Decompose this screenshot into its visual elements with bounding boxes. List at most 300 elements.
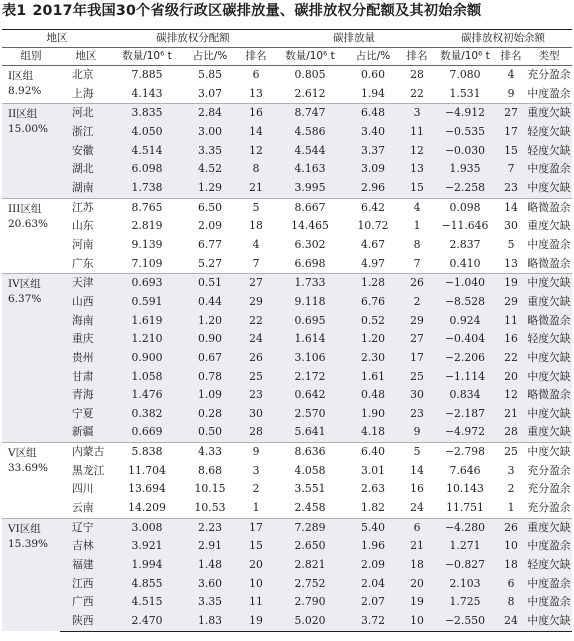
cell-alloc-qty: 4.855 [112, 575, 182, 594]
cell-emis-rank: 2 [400, 293, 434, 312]
cell-region: 山东 [72, 219, 94, 233]
table-row [2, 104, 572, 123]
cell-bal-qty: 10.143 [446, 482, 484, 496]
cell-bal-type: 略微盈余 [527, 256, 571, 270]
group-cell [2, 66, 60, 104]
cell-emis-pct: 2.63 [360, 482, 386, 496]
cell-emis-qty: 2.790 [274, 593, 346, 612]
cell-region: 湖南 [60, 179, 112, 198]
cell-emis-qty: 0.805 [294, 68, 326, 81]
cell-alloc-qty: 2.470 [112, 612, 182, 631]
header-alloc-pct: 占比/% [182, 48, 238, 66]
cell-emis-pct: 5.40 [346, 518, 400, 537]
cell-region: 浙江 [60, 123, 112, 142]
table-row [2, 462, 572, 481]
cell-bal-type: 略微盈余 [526, 312, 572, 331]
group-share: 6.37% [8, 293, 42, 306]
cell-emis-pct: 3.72 [346, 612, 400, 631]
table-row [2, 198, 572, 217]
cell-emis-pct: 6.48 [346, 104, 400, 123]
cell-bal-rank: 15 [496, 142, 526, 161]
cell-bal-type: 中度盈余 [526, 160, 572, 179]
cell-alloc-rank: 26 [238, 349, 274, 368]
cell-alloc-rank: 19 [238, 612, 274, 631]
cell-bal-rank: 14 [496, 198, 526, 217]
cell-alloc-pct: 2.09 [197, 219, 223, 233]
group-cell [2, 104, 60, 198]
cell-alloc-qty: 5.838 [112, 443, 182, 462]
cell-bal-rank: 16 [496, 330, 526, 349]
group-name: IV区组 [8, 278, 41, 291]
cell-emis-pct: 0.52 [346, 312, 400, 331]
cell-alloc-pct: 1.09 [182, 386, 238, 405]
cell-bal-type: 中度欠缺 [526, 349, 572, 368]
cell-emis-rank: 1 [413, 219, 421, 233]
header-bal-type: 类型 [526, 48, 572, 66]
cell-alloc-qty: 0.669 [112, 423, 182, 442]
cell-emis-rank: 14 [410, 463, 424, 477]
cell-region: 上海 [72, 86, 94, 100]
cell-emis-qty: 2.458 [294, 501, 326, 515]
cell-region: 江西 [60, 575, 112, 594]
cell-bal-rank: 8 [496, 593, 526, 612]
cell-bal-type: 中度欠缺 [526, 612, 572, 631]
table-row [2, 349, 572, 368]
cell-emis-rank: 11 [400, 123, 434, 142]
cell-alloc-rank: 23 [238, 386, 274, 405]
cell-alloc-qty: 7.109 [131, 256, 163, 270]
cell-bal-qty: −0.827 [434, 556, 496, 575]
table-body [2, 66, 572, 632]
cell-emis-pct: 0.60 [360, 68, 386, 81]
group-share: 20.63% [8, 217, 49, 230]
cell-bal-qty: 1.271 [434, 537, 496, 556]
table-row [2, 537, 572, 556]
cell-bal-rank: 9 [507, 86, 515, 100]
cell-bal-qty: −1.114 [434, 368, 496, 387]
cell-alloc-qty: 4.514 [112, 142, 182, 161]
cell-emis-qty: 1.614 [274, 330, 346, 349]
cell-alloc-pct: 1.48 [182, 556, 238, 575]
cell-bal-qty: −0.404 [434, 330, 496, 349]
cell-alloc-rank: 6 [252, 68, 260, 81]
cell-alloc-pct: 6.50 [182, 198, 238, 217]
table-row [2, 236, 572, 255]
cell-bal-rank: 23 [496, 179, 526, 198]
cell-alloc-rank: 14 [238, 123, 274, 142]
cell-bal-rank: 4 [507, 68, 515, 81]
cell-bal-qty: 1.935 [434, 160, 496, 179]
header-allocation: 碳排放权分配额 [112, 30, 274, 48]
cell-alloc-qty: 4.143 [131, 86, 163, 100]
cell-emis-pct: 1.94 [360, 86, 386, 100]
cell-emis-rank: 24 [410, 501, 424, 515]
cell-alloc-rank: 20 [238, 556, 274, 575]
header-region: 地区 [2, 30, 112, 48]
cell-emis-rank: 28 [410, 68, 424, 81]
cell-alloc-rank: 29 [238, 293, 274, 312]
cell-alloc-pct: 0.67 [182, 349, 238, 368]
cell-emis-pct: 4.18 [346, 423, 400, 442]
cell-alloc-rank: 15 [238, 537, 274, 556]
cell-bal-type: 中度欠缺 [526, 274, 572, 293]
cell-alloc-rank: 22 [238, 312, 274, 331]
table-row [2, 160, 572, 179]
cell-emis-rank: 13 [400, 160, 434, 179]
group-name: III区组 [8, 202, 42, 215]
cell-alloc-pct: 0.78 [182, 368, 238, 387]
cell-emis-qty: 9.118 [274, 293, 346, 312]
cell-emis-qty: 8.636 [274, 443, 346, 462]
cell-bal-rank: 18 [496, 556, 526, 575]
cell-bal-qty: −4.280 [434, 518, 496, 537]
cell-region: 安徽 [60, 142, 112, 161]
cell-alloc-qty: 9.139 [131, 237, 163, 251]
cell-emis-qty: 0.695 [274, 312, 346, 331]
cell-alloc-rank: 9 [238, 443, 274, 462]
cell-emis-qty: 3.106 [274, 349, 346, 368]
cell-emis-rank: 27 [400, 330, 434, 349]
group-cell [2, 518, 60, 631]
table-row [2, 312, 572, 331]
table-row [2, 556, 572, 575]
cell-alloc-pct: 1.83 [182, 612, 238, 631]
cell-emis-pct: 1.96 [346, 537, 400, 556]
cell-alloc-qty: 1.994 [112, 556, 182, 575]
cell-alloc-pct: 0.28 [182, 405, 238, 424]
group-cell [2, 198, 60, 274]
cell-emis-rank: 25 [400, 368, 434, 387]
cell-emis-rank: 15 [400, 179, 434, 198]
cell-bal-rank: 17 [496, 123, 526, 142]
cell-bal-qty: −1.040 [434, 274, 496, 293]
cell-alloc-rank: 17 [238, 518, 274, 537]
table-row [2, 443, 572, 462]
cell-alloc-qty: 2.819 [131, 219, 163, 233]
cell-region: 四川 [72, 482, 94, 496]
cell-alloc-qty: 1.058 [112, 368, 182, 387]
cell-emis-rank: 26 [400, 274, 434, 293]
cell-bal-qty: 7.080 [449, 68, 481, 81]
cell-bal-rank: 26 [496, 518, 526, 537]
cell-bal-type: 中度欠缺 [526, 443, 572, 462]
cell-emis-pct: 6.76 [346, 293, 400, 312]
cell-alloc-qty: 11.704 [128, 463, 166, 477]
cell-alloc-pct: 5.85 [197, 68, 223, 81]
cell-bal-type: 中度盈余 [526, 575, 572, 594]
cell-alloc-pct: 3.35 [182, 142, 238, 161]
group-share: 33.69% [8, 462, 49, 475]
cell-alloc-pct: 10.53 [194, 501, 226, 515]
cell-emis-pct: 1.61 [346, 368, 400, 387]
cell-alloc-rank: 16 [238, 104, 274, 123]
cell-alloc-rank: 30 [238, 405, 274, 424]
cell-emis-rank: 10 [400, 612, 434, 631]
group-cell [2, 443, 60, 519]
cell-alloc-qty: 0.900 [112, 349, 182, 368]
cell-alloc-pct: 0.50 [182, 423, 238, 442]
cell-region: 重庆 [60, 330, 112, 349]
cell-alloc-pct: 10.15 [194, 482, 226, 496]
cell-emis-rank: 19 [400, 593, 434, 612]
table-row [2, 217, 572, 236]
header-bal-rank: 排名 [496, 48, 526, 66]
cell-bal-qty: 2.837 [449, 237, 481, 251]
cell-bal-type: 重度欠缺 [526, 293, 572, 312]
cell-emis-pct: 3.01 [360, 463, 386, 477]
cell-region: 湖北 [60, 160, 112, 179]
cell-emis-qty: 2.650 [274, 537, 346, 556]
cell-emis-qty: 8.667 [274, 198, 346, 217]
cell-emis-qty: 2.821 [274, 556, 346, 575]
cell-alloc-rank: 24 [238, 330, 274, 349]
cell-bal-rank: 12 [496, 386, 526, 405]
cell-alloc-qty: 3.921 [112, 537, 182, 556]
cell-bal-qty: 7.646 [449, 463, 481, 477]
cell-emis-rank: 7 [413, 256, 421, 270]
cell-emis-pct: 1.28 [346, 274, 400, 293]
cell-emis-rank: 4 [400, 198, 434, 217]
cell-emis-pct: 10.72 [357, 219, 389, 233]
cell-alloc-pct: 0.44 [182, 293, 238, 312]
cell-alloc-rank: 27 [238, 274, 274, 293]
table-row [2, 480, 572, 499]
cell-region: 福建 [60, 556, 112, 575]
cell-bal-type: 轻度欠缺 [526, 123, 572, 142]
cell-alloc-rank: 28 [238, 423, 274, 442]
cell-alloc-qty: 6.098 [112, 160, 182, 179]
cell-emis-rank: 22 [410, 86, 424, 100]
cell-bal-qty: −2.258 [434, 179, 496, 198]
header-row-2 [2, 48, 572, 66]
cell-alloc-qty: 14.209 [128, 501, 166, 515]
cell-bal-type: 轻度欠缺 [526, 556, 572, 575]
cell-alloc-rank: 7 [252, 256, 260, 270]
cell-bal-qty: −8.528 [434, 293, 496, 312]
group-share: 8.92% [8, 85, 42, 97]
cell-bal-type: 中度盈余 [526, 593, 572, 612]
cell-bal-rank: 22 [496, 349, 526, 368]
cell-bal-type: 充分盈余 [527, 463, 571, 477]
cell-emis-qty: 4.058 [294, 463, 326, 477]
header-alloc-qty: 数量/10⁶ t [112, 48, 182, 66]
cell-alloc-qty: 1.619 [112, 312, 182, 331]
table-row [2, 386, 572, 405]
cell-bal-rank: 30 [504, 219, 518, 233]
cell-bal-rank: 1 [507, 501, 515, 515]
cell-bal-qty: −11.646 [441, 219, 489, 233]
cell-emis-qty: 4.586 [274, 123, 346, 142]
cell-alloc-pct: 3.35 [182, 593, 238, 612]
cell-emis-qty: 2.752 [274, 575, 346, 594]
cell-region: 贵州 [60, 349, 112, 368]
cell-emis-qty: 8.747 [274, 104, 346, 123]
cell-emis-pct: 2.04 [346, 575, 400, 594]
cell-alloc-qty: 3.835 [112, 104, 182, 123]
cell-alloc-pct: 2.23 [182, 518, 238, 537]
cell-region: 广东 [72, 256, 94, 270]
header-emis-qty: 数量/10⁶ t [274, 48, 346, 66]
cell-bal-qty: 0.924 [434, 312, 496, 331]
table-title [2, 0, 487, 22]
cell-alloc-qty: 1.210 [112, 330, 182, 349]
cell-emis-pct: 6.40 [346, 443, 400, 462]
cell-alloc-rank: 5 [238, 198, 274, 217]
cell-alloc-pct: 3.60 [182, 575, 238, 594]
cell-bal-qty: 1.531 [449, 86, 481, 100]
header-region-sub: 地区 [60, 48, 112, 66]
cell-region: 广西 [60, 593, 112, 612]
cell-alloc-pct: 5.27 [197, 256, 223, 270]
cell-bal-rank: 5 [507, 237, 515, 251]
cell-bal-qty: −2.550 [434, 612, 496, 631]
table-row [2, 368, 572, 387]
cell-bal-type: 略微盈余 [526, 198, 572, 217]
table-row [2, 612, 572, 631]
cell-alloc-rank: 25 [238, 368, 274, 387]
cell-emis-qty: 5.020 [274, 612, 346, 631]
cell-emis-qty: 2.172 [274, 368, 346, 387]
cell-emis-qty: 6.698 [294, 256, 326, 270]
cell-alloc-rank: 12 [238, 142, 274, 161]
cell-emis-rank: 9 [400, 423, 434, 442]
cell-emis-rank: 3 [400, 104, 434, 123]
cell-emis-pct: 2.30 [346, 349, 400, 368]
cell-alloc-pct: 1.29 [182, 179, 238, 198]
cell-bal-qty: −2.187 [434, 405, 496, 424]
cell-bal-qty: 2.103 [434, 575, 496, 594]
emission-table [2, 29, 572, 632]
cell-alloc-rank: 8 [238, 160, 274, 179]
cell-alloc-rank: 21 [238, 179, 274, 198]
cell-bal-rank: 13 [504, 256, 518, 270]
cell-bal-type: 重度欠缺 [526, 423, 572, 442]
cell-region: 黑龙江 [72, 463, 105, 477]
cell-bal-type: 轻度欠缺 [526, 330, 572, 349]
cell-alloc-rank: 4 [252, 237, 260, 251]
cell-alloc-qty: 13.694 [128, 482, 166, 496]
cell-alloc-rank: 10 [238, 575, 274, 594]
cell-alloc-rank: 11 [238, 593, 274, 612]
cell-alloc-qty: 0.591 [112, 293, 182, 312]
cell-emis-rank: 16 [410, 482, 424, 496]
cell-alloc-rank: 1 [252, 501, 260, 515]
cell-bal-qty: −2.206 [434, 349, 496, 368]
cell-emis-qty: 5.641 [274, 423, 346, 442]
cell-region: 吉林 [60, 537, 112, 556]
group-name: II区组 [8, 108, 38, 121]
cell-bal-qty: −2.798 [434, 443, 496, 462]
cell-alloc-rank: 3 [252, 463, 260, 477]
cell-emis-qty: 1.733 [274, 274, 346, 293]
cell-bal-type: 中度欠缺 [526, 368, 572, 387]
cell-emis-rank: 23 [400, 405, 434, 424]
cell-bal-rank: 3 [507, 463, 515, 477]
cell-bal-type: 中度欠缺 [526, 405, 572, 424]
cell-region: 山西 [60, 293, 112, 312]
table-row [2, 499, 572, 518]
group-name: I区组 [8, 70, 34, 82]
cell-bal-qty: −4.912 [434, 104, 496, 123]
cell-bal-rank: 20 [496, 368, 526, 387]
cell-emis-qty: 4.544 [274, 142, 346, 161]
cell-bal-qty: 0.410 [449, 256, 481, 270]
cell-bal-qty: −0.030 [434, 142, 496, 161]
cell-alloc-pct: 0.51 [182, 274, 238, 293]
cell-emis-rank: 5 [400, 443, 434, 462]
cell-region: 河北 [60, 104, 112, 123]
cell-bal-rank: 11 [496, 312, 526, 331]
cell-emis-rank: 18 [400, 556, 434, 575]
cell-alloc-qty: 8.765 [112, 198, 182, 217]
cell-emis-qty: 3.995 [274, 179, 346, 198]
cell-bal-qty: 1.725 [434, 593, 496, 612]
cell-bal-rank: 24 [496, 612, 526, 631]
cell-bal-type: 充分盈余 [527, 501, 571, 515]
group-share: 15.39% [8, 537, 49, 550]
cell-bal-qty: 11.751 [446, 501, 484, 515]
cell-emis-pct: 3.37 [346, 142, 400, 161]
cell-region: 新疆 [60, 423, 112, 442]
cell-bal-rank: 7 [496, 160, 526, 179]
cell-bal-rank: 2 [507, 482, 515, 496]
cell-emis-pct: 2.07 [346, 593, 400, 612]
cell-emis-pct: 1.90 [346, 405, 400, 424]
cell-bal-rank: 28 [496, 423, 526, 442]
table-row [2, 142, 572, 161]
cell-bal-type: 中度盈余 [527, 237, 571, 251]
cell-alloc-qty: 3.008 [112, 518, 182, 537]
cell-alloc-qty: 1.476 [112, 386, 182, 405]
cell-region: 青海 [60, 386, 112, 405]
cell-emis-pct: 1.82 [360, 501, 386, 515]
cell-emis-rank: 29 [400, 312, 434, 331]
cell-emis-pct: 0.48 [346, 386, 400, 405]
cell-alloc-pct: 4.52 [182, 160, 238, 179]
cell-bal-qty: −4.972 [434, 423, 496, 442]
cell-emis-qty: 7.289 [274, 518, 346, 537]
table-row [2, 255, 572, 274]
cell-region: 宁夏 [60, 405, 112, 424]
cell-alloc-pct: 8.68 [197, 463, 223, 477]
cell-alloc-qty: 0.382 [112, 405, 182, 424]
cell-emis-pct: 3.40 [346, 123, 400, 142]
cell-bal-rank: 19 [496, 274, 526, 293]
cell-emis-rank: 6 [400, 518, 434, 537]
table-row [2, 518, 572, 537]
cell-emis-qty: 4.163 [274, 160, 346, 179]
cell-bal-type: 重度欠缺 [526, 104, 572, 123]
cell-emis-qty: 14.465 [291, 219, 329, 233]
table-row [2, 330, 572, 349]
header-group: 组别 [2, 48, 60, 66]
cell-region: 陕西 [60, 612, 112, 631]
table-row [2, 66, 572, 85]
cell-bal-qty: 0.098 [434, 198, 496, 217]
cell-alloc-qty: 4.050 [112, 123, 182, 142]
cell-bal-rank: 29 [496, 293, 526, 312]
cell-alloc-pct: 1.20 [182, 312, 238, 331]
cell-bal-rank: 27 [496, 104, 526, 123]
cell-region: 内蒙古 [60, 443, 112, 462]
group-name: V区组 [8, 447, 37, 460]
table-row [2, 293, 572, 312]
cell-bal-qty: 0.834 [434, 386, 496, 405]
cell-alloc-rank: 13 [249, 86, 263, 100]
group-share: 15.00% [8, 123, 49, 136]
table-number: 表1 [2, 3, 27, 19]
cell-alloc-pct: 2.91 [182, 537, 238, 556]
